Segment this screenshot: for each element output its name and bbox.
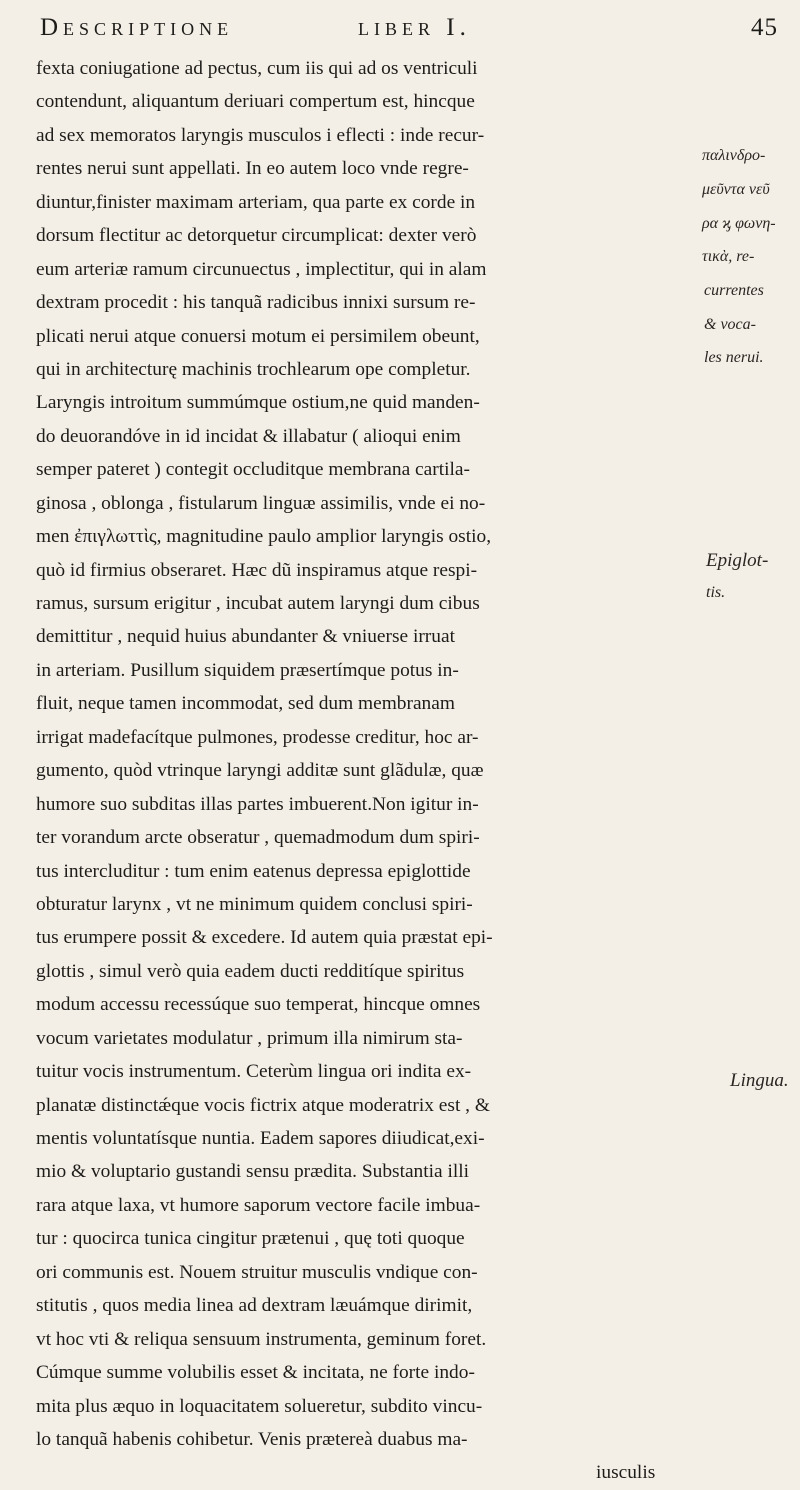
text-line: men ἐπιγλωττὶς, magnitudine paulo amplior laryngis ostio,: [36, 526, 492, 548]
text-line: diuntur,finister maximam arteriam, qua parte ex corde in: [36, 191, 476, 213]
text-line: humore suo subditas illas partes imbuerent.Non igitur in-: [36, 793, 479, 815]
text-line: eum arteriæ ramum circunuectus , implectitur, qui in alam: [36, 258, 487, 280]
margin-note: ρα ϗ φωνη-: [702, 215, 776, 232]
text-line: ramus, sursum erigitur , incubat autem laryngi dum cibus: [36, 593, 480, 614]
text-line: plicati nerui atque conuersi motum ei persimilem obeunt,: [36, 325, 480, 347]
text-line: stitutis , quos media linea ad dextram læuámque dirimit,: [36, 1295, 473, 1317]
text-line: contendunt, aliquantum deriuari compertum est, hincque: [36, 91, 475, 113]
margin-note: tis.: [706, 584, 726, 601]
text-line: mentis voluntatísque nuntia. Eadem sapores diiudicat,exi-: [36, 1128, 485, 1149]
text-line: irrigat madefacítque pulmones, prodesse creditur, hoc ar-: [36, 726, 479, 748]
text-line: tur : quocirca tunica cingitur prætenui , quę toti quoque: [36, 1228, 465, 1250]
text-line: ad sex memoratos laryngis musculos i eflecti : inde recur-: [36, 124, 485, 146]
text-line: vt hoc vti & reliqua sensuum instrumenta, geminum foret.: [36, 1328, 487, 1350]
text-line: tus erumpere possit & excedere. Id autem quia præstat epi-: [36, 927, 493, 949]
text-line: rentes nerui sunt appellati. In eo autem loco vnde regre-: [36, 158, 469, 180]
margin-note: Epiglot-: [706, 550, 769, 571]
text-line: tuitur vocis instrumentum. Ceterùm lingua ori indita ex-: [36, 1061, 472, 1083]
book-label: liber I.: [358, 14, 471, 41]
text-line: ter vorandum arcte obseratur , quemadmodum dum spiri-: [36, 827, 480, 849]
text-line: rara atque laxa, vt humore saporum vectore facile imbua-: [36, 1194, 481, 1216]
running-title: Descriptione: [40, 14, 234, 41]
text-line: demittitur , nequid huius abundanter & vniuerse irruat: [36, 626, 455, 648]
text-line: Laryngis introitum summúmque ostium,ne quid manden-: [36, 392, 480, 414]
text-line: semper pateret ) contegit occluditque membrana cartila-: [36, 459, 470, 481]
text-line: quò id firmius obseraret. Hæc dũ inspiramus atque respi-: [36, 559, 478, 581]
margin-note: μεῦντα νεῦ: [702, 181, 770, 198]
text-line: iusculis: [596, 1462, 656, 1484]
text-line: ori communis est. Nouem struitur musculis vndique con-: [36, 1261, 478, 1283]
text-line: mita plus æquo in loquacitatem solueretur, subdito vincu-: [36, 1395, 483, 1417]
margin-note: les nerui.: [704, 349, 764, 366]
text-line: glottis , simul verò quia eadem ducti redditíque spiritus: [36, 960, 465, 982]
text-line: dorsum flectitur ac detorquetur circumplicat: dexter verò: [36, 225, 477, 247]
text-line: dextram procedit : his tanquã radicibus innixi sursum re-: [36, 292, 476, 314]
text-line: modum accessu recessúque suo temperat, hincque omnes: [36, 994, 481, 1016]
page-number: 45: [751, 14, 778, 41]
margin-note: currentes: [704, 282, 764, 299]
text-line: do deuorandóve in id incidat & illabatur ( alioqui enim: [36, 425, 461, 447]
text-line: in arteriam. Pusillum siquidem præsertímque potus in-: [36, 659, 459, 681]
text-line: mio & voluptario gustandi sensu prædita. Substantia illi: [36, 1161, 470, 1183]
text-line: Cúmque summe volubilis esset & incitata, ne forte indo-: [36, 1362, 475, 1384]
running-header: [40, 14, 790, 54]
text-line: obturatur larynx , vt ne minimum quidem conclusi spiri-: [36, 893, 473, 915]
text-line: planatæ distinctǽque vocis fictrix atque moderatrix est , &: [36, 1094, 490, 1116]
text-line: ginosa , oblonga , fistularum linguæ assimilis, vnde ei no-: [36, 492, 486, 514]
margin-note: παλινδρο-: [702, 147, 766, 164]
text-line: lo tanquã habenis cohibetur. Venis prætereà duabus ma-: [36, 1428, 468, 1450]
text-line: gumento, quòd vtrinque laryngi additæ sunt glãdulæ, quæ: [36, 760, 484, 782]
margin-note: τικὰ, re-: [702, 248, 755, 265]
text-line: fluit, neque tamen incommodat, sed dum membranam: [36, 693, 455, 715]
text-line: tus intercluditur : tum enim eatenus depressa epiglottide: [36, 860, 471, 882]
text-line: vocum varietates modulatur , primum illa nimirum sta-: [36, 1027, 463, 1049]
text-line: qui in architecturę machinis trochlearum ope completur.: [36, 358, 471, 380]
text-line: fexta coniugatione ad pectus, cum iis qui ad os ventriculi: [36, 58, 478, 79]
margin-note: & voca-: [704, 316, 756, 333]
main-text: [36, 52, 726, 1490]
margin-note: Lingua.: [730, 1070, 789, 1091]
